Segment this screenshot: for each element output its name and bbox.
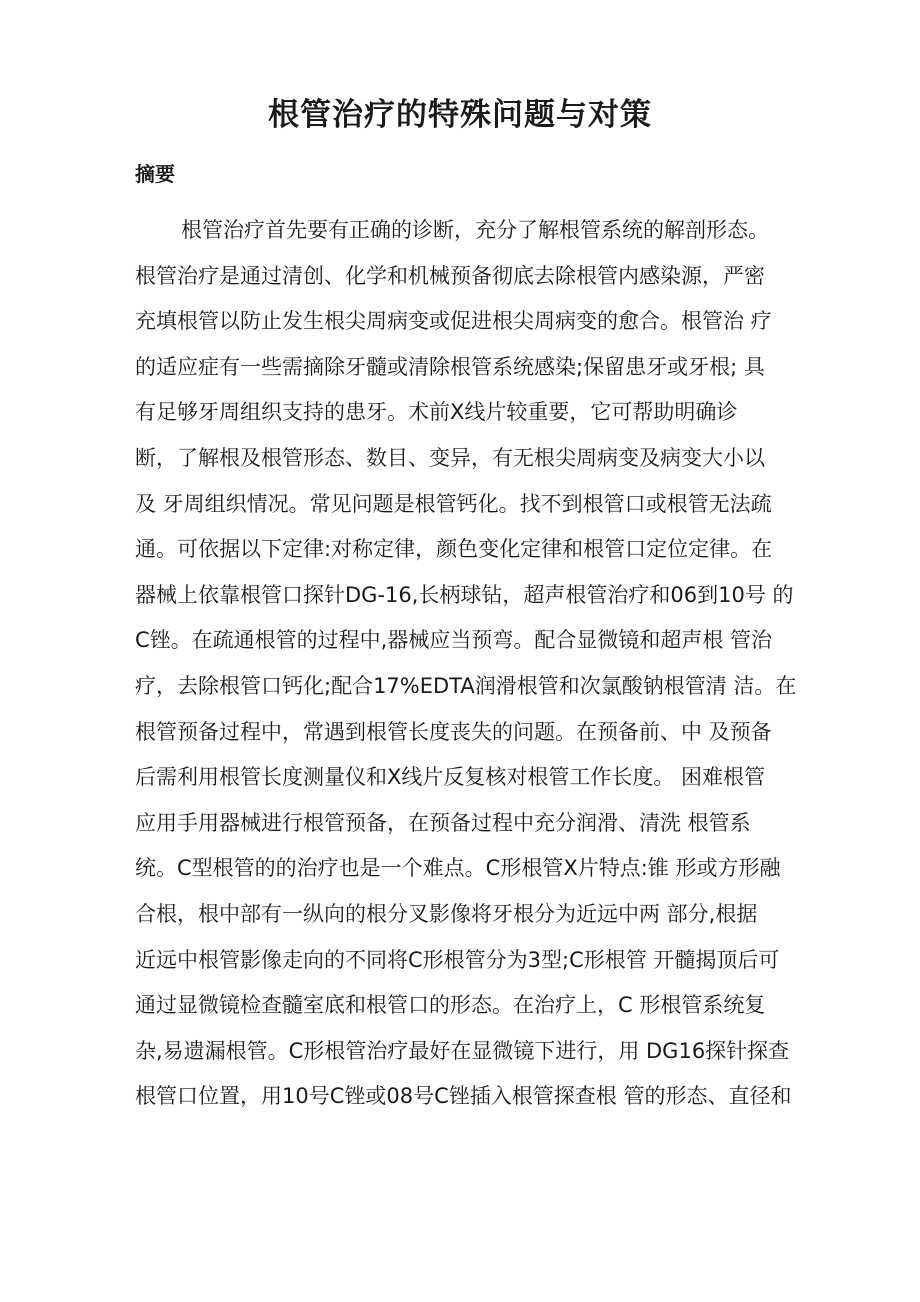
text-line: 器械上依靠根管口探针DG-16,长柄球钻，超声根管治疗和06到10号 的 bbox=[135, 582, 794, 607]
text-line: 充填根管以防止发生根尖周病变或促进根尖周病变的愈合。根管治 疗 bbox=[135, 309, 772, 334]
text-line: 根管治疗首先要有正确的诊断，充分了解根管系统的解剖形态。 bbox=[181, 218, 769, 242]
text-line: 近远中根管影像走向的不同将C形根管分为3型;C形根管 开髓揭顶后可 bbox=[135, 947, 780, 972]
text-line: 杂,易遗漏根管。C形根管治疗最好在显微镜下进行，用 DG16探针探查 bbox=[135, 1038, 790, 1063]
text-line: 统。C型根管的的治疗也是一个难点。C形根管X片特点:锥 形或方形融 bbox=[135, 856, 781, 881]
text-line: C锉。在疏通根管的过程中,器械应当预弯。配合显微镜和超声根 管治 bbox=[135, 628, 773, 653]
text-line: 断，了解根及根管形态、数目、变异，有无根尖周病变及病变大小以 bbox=[135, 445, 765, 470]
text-line: 合根，根中部有一纵向的根分叉影像将牙根分为近远中两 部分,根据 bbox=[135, 901, 758, 926]
text-line: 的适应症有一些需摘除牙髓或清除根管系统感染;保留患牙或牙根; 具 bbox=[135, 354, 765, 379]
section-heading-abstract: 摘要 bbox=[135, 162, 175, 186]
text-line: 通。可依据以下定律:对称定律，颜色变化定律和根管口定位定律。在 bbox=[135, 537, 773, 562]
document-title: 根管治疗的特殊问题与对策 bbox=[268, 97, 652, 133]
text-line: 根管治疗是通过清创、化学和机械预备彻底去除根管内感染源，严密 bbox=[135, 263, 765, 288]
abstract-body bbox=[135, 208, 835, 1120]
text-line: 有足够牙周组织支持的患牙。术前X线片较重要，它可帮助明确诊 bbox=[135, 400, 738, 425]
text-line: 根管预备过程中，常遇到根管长度丧失的问题。在预备前、中 及预备 bbox=[135, 719, 772, 744]
text-line: 应用手用器械进行根管预备，在预备过程中充分润滑、清洗 根管系 bbox=[135, 810, 751, 835]
text-line: 及 牙周组织情况。常见问题是根管钙化。找不到根管口或根管无法疏 bbox=[135, 491, 772, 516]
text-line: 后需利用根管长度测量仪和X线片反复核对根管工作长度。 困难根管 bbox=[135, 765, 766, 790]
text-line: 根管口位置，用10号C锉或08号C锉插入根管探查根 管的形态、直径和 bbox=[135, 1084, 792, 1109]
text-line: 疗，去除根管口钙化;配合17%EDTA润滑根管和次氯酸钠根管清 洁。在 bbox=[135, 673, 797, 698]
text-line: 通过显微镜检查髓室底和根管口的形态。在治疗上，C 形根管系统复 bbox=[135, 993, 766, 1018]
